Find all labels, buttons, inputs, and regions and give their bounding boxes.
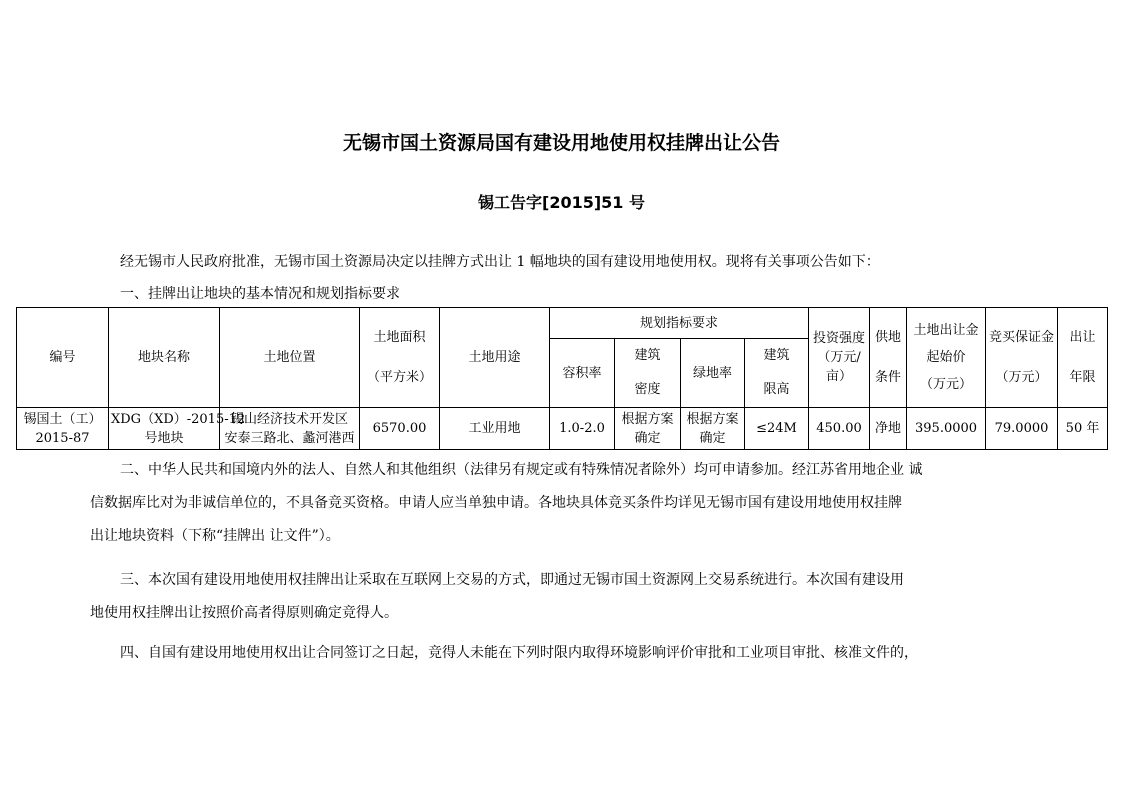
header-density: 建筑 密度 [615, 339, 681, 408]
header-deposit: 竞买保证金 （万元） [986, 308, 1058, 408]
section1-heading: 一、挂牌出让地块的基本情况和规划指标要求 [120, 286, 400, 302]
cell-start-price: 395.0000 [907, 408, 986, 450]
cell-term: 50 年 [1058, 408, 1108, 450]
table-row [17, 408, 1108, 450]
cell-supply: 净地 [870, 408, 907, 450]
cell-height-limit: ≤24M [745, 408, 809, 450]
header-plot-ratio: 容积率 [550, 339, 615, 408]
header-green-ratio: 绿地率 [681, 339, 745, 408]
cell-deposit: 79.0000 [986, 408, 1058, 450]
cell-code: 锡国土（工） 2015-87 [17, 408, 109, 450]
land-plot-table [16, 307, 1108, 450]
header-height-limit: 建筑 限高 [745, 339, 809, 408]
header-term: 出让 年限 [1058, 308, 1108, 408]
table-header-row [17, 308, 1108, 339]
header-start-price: 土地出让金 起始价 （万元） [907, 308, 986, 408]
header-planning-group: 规划指标要求 [550, 308, 809, 339]
header-location: 土地位置 [220, 308, 360, 408]
cell-density: 根据方案 确定 [615, 408, 681, 450]
cell-investment: 450.00 [809, 408, 870, 450]
cell-name: XDG（XD）-2015-12 号地块 [109, 408, 220, 450]
intro-paragraph: 经无锡市人民政府批准，无锡市国土资源局决定以挂牌方式出让 1 幅地块的国有建设用地使用权。现将有关事项公告如下： [120, 254, 880, 270]
header-code: 编号 [17, 308, 109, 408]
document-number: 锡工告字[2015]51 号 [478, 193, 645, 212]
paragraph-2: 二、中华人民共和国境内外的法人、自然人和其他组织（法律另有规定或有特殊情况者除外）均可申请参加。经江苏省用地企业 诚 信数据库比对为非诚信单位的，不具备竞买资格。申请人应当单独申请。各地块具体竞买条件均详见无锡市国有建设用地使用权挂牌 出让地块资料（下称“挂牌出 让文件”）。 [90, 462, 923, 544]
paragraph-3: 三、本次国有建设用地使用权挂牌出让采取在互联网上交易的方式，即通过无锡市国土资源网上交易系统进行。本次国有建设用 地使用权挂牌出让按照价高者得原则确定竞得人。 [90, 572, 904, 621]
cell-use: 工业用地 [440, 408, 550, 450]
cell-area: 6570.00 [360, 408, 440, 450]
paragraph-4: 四、自国有建设用地使用权出让合同签订之日起，竞得人未能在下列时限内取得环境影响评价审批和工业项目审批、核准文件的， [120, 645, 918, 661]
cell-plot-ratio: 1.0-2.0 [550, 408, 615, 450]
page-title: 无锡市国土资源局国有建设用地使用权挂牌出让公告 [342, 132, 780, 154]
cell-green-ratio: 根据方案 确定 [681, 408, 745, 450]
cell-location: 锡山经济技术开发区 安泰三路北、蠡河港西 [220, 408, 360, 450]
header-name: 地块名称 [109, 308, 220, 408]
header-use: 土地用途 [440, 308, 550, 408]
header-area: 土地面积 （平方米） [360, 308, 440, 408]
header-supply: 供地 条件 [870, 308, 907, 408]
header-investment: 投资强度 （万元/ 亩） [809, 308, 870, 408]
